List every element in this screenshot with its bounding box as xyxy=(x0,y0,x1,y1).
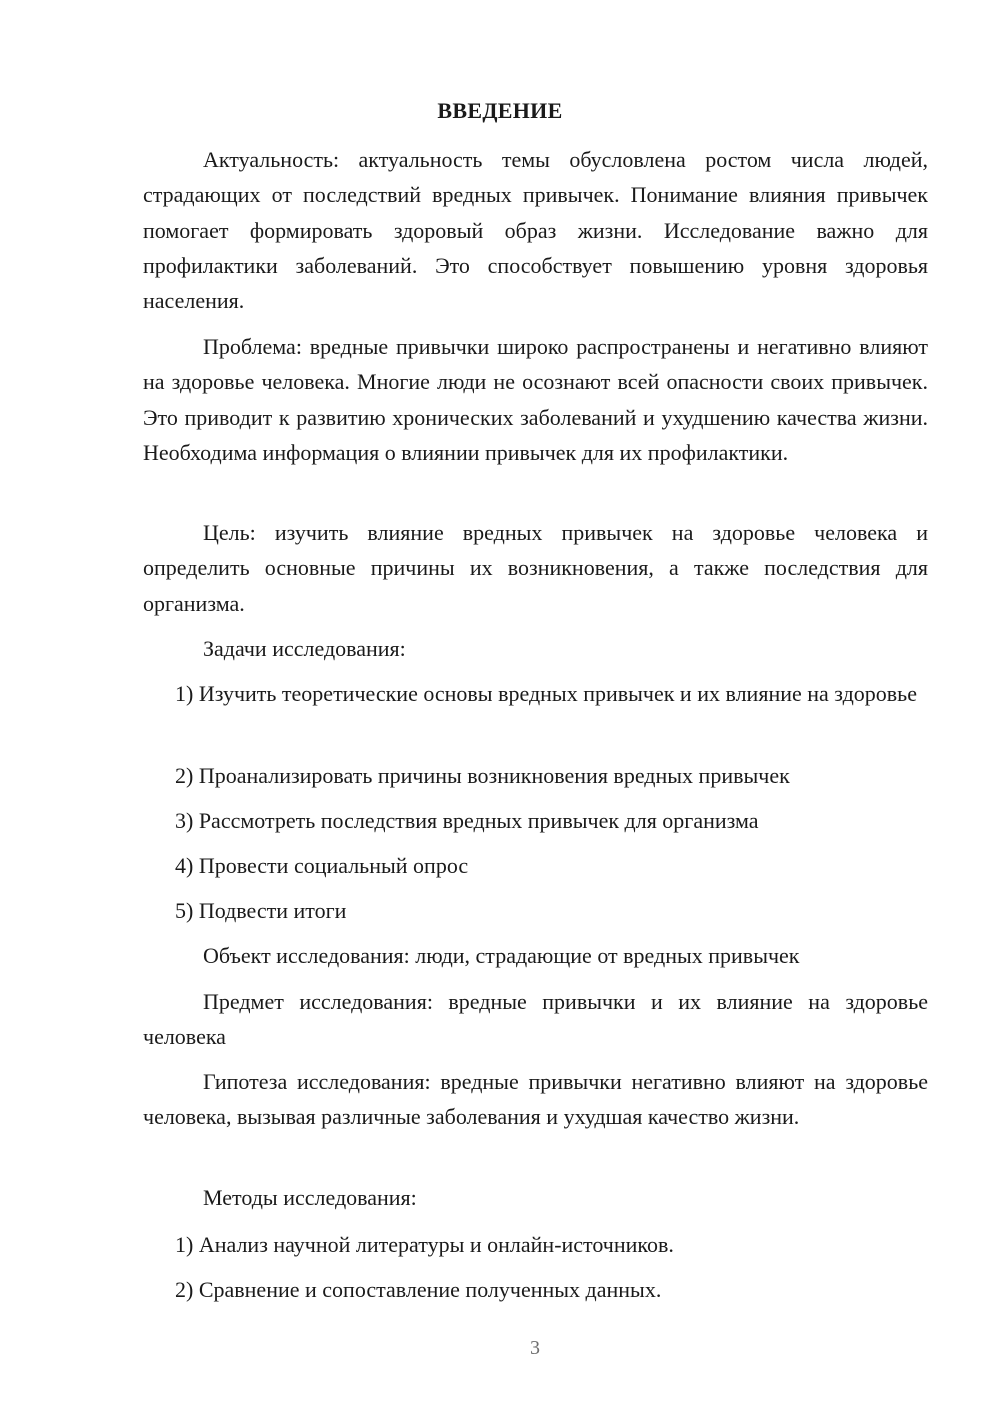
goal-paragraph: Цель: изучить влияние вредных привычек на здоровье человека и определить основные причины их возникновения, а также последствия для организма. xyxy=(143,520,928,616)
page-number: 3 xyxy=(530,1337,540,1359)
task-item-1: 1) Изучить теоретические основы вредных привычек и их влияние на здоровье xyxy=(175,681,917,706)
subject-paragraph: Предмет исследования: вредные привычки и их влияние на здоровье человека xyxy=(143,989,928,1050)
hypothesis-paragraph: Гипотеза исследования: вредные привычки негативно влияют на здоровье человека, вызывая различные заболевания и ухудшая качество жизни. xyxy=(143,1069,928,1130)
task-item-4: 4) Провести социальный опрос xyxy=(175,853,469,878)
task-item-2: 2) Проанализировать причины возникновения вредных привычек xyxy=(175,763,790,788)
task-item-3: 3) Рассмотреть последствия вредных привычек для организма xyxy=(175,808,759,833)
tasks-heading: Задачи исследования: xyxy=(203,636,406,661)
problem-paragraph: Проблема: вредные привычки широко распространены и негативно влияют на здоровье человека. Многие люди не осознают всей опасности своих привычек. Это приводит к развитию хронических заболеваний и ухудшению качества жизни. Необходима информация о влиянии привычек для их профилактики. xyxy=(143,334,928,465)
page-title: ВВЕДЕНИЕ xyxy=(437,98,563,123)
task-item-5: 5) Подвести итоги xyxy=(175,898,347,923)
method-item-1: 1) Анализ научной литературы и онлайн-источников. xyxy=(175,1232,674,1257)
method-item-2: 2) Сравнение и сопоставление полученных данных. xyxy=(175,1277,662,1302)
object-paragraph: Объект исследования: люди, страдающие от вредных привычек xyxy=(203,943,800,968)
methods-heading: Методы исследования: xyxy=(203,1185,417,1210)
relevance-paragraph: Актуальность: актуальность темы обусловлена ростом числа людей, страдающих от последствий вредных привычек. Понимание влияния привычек помогает формировать здоровый образ жизни. Исследование важно для профилактики заболеваний. Это способствует повышению уровня здоровья населения. xyxy=(143,147,928,314)
